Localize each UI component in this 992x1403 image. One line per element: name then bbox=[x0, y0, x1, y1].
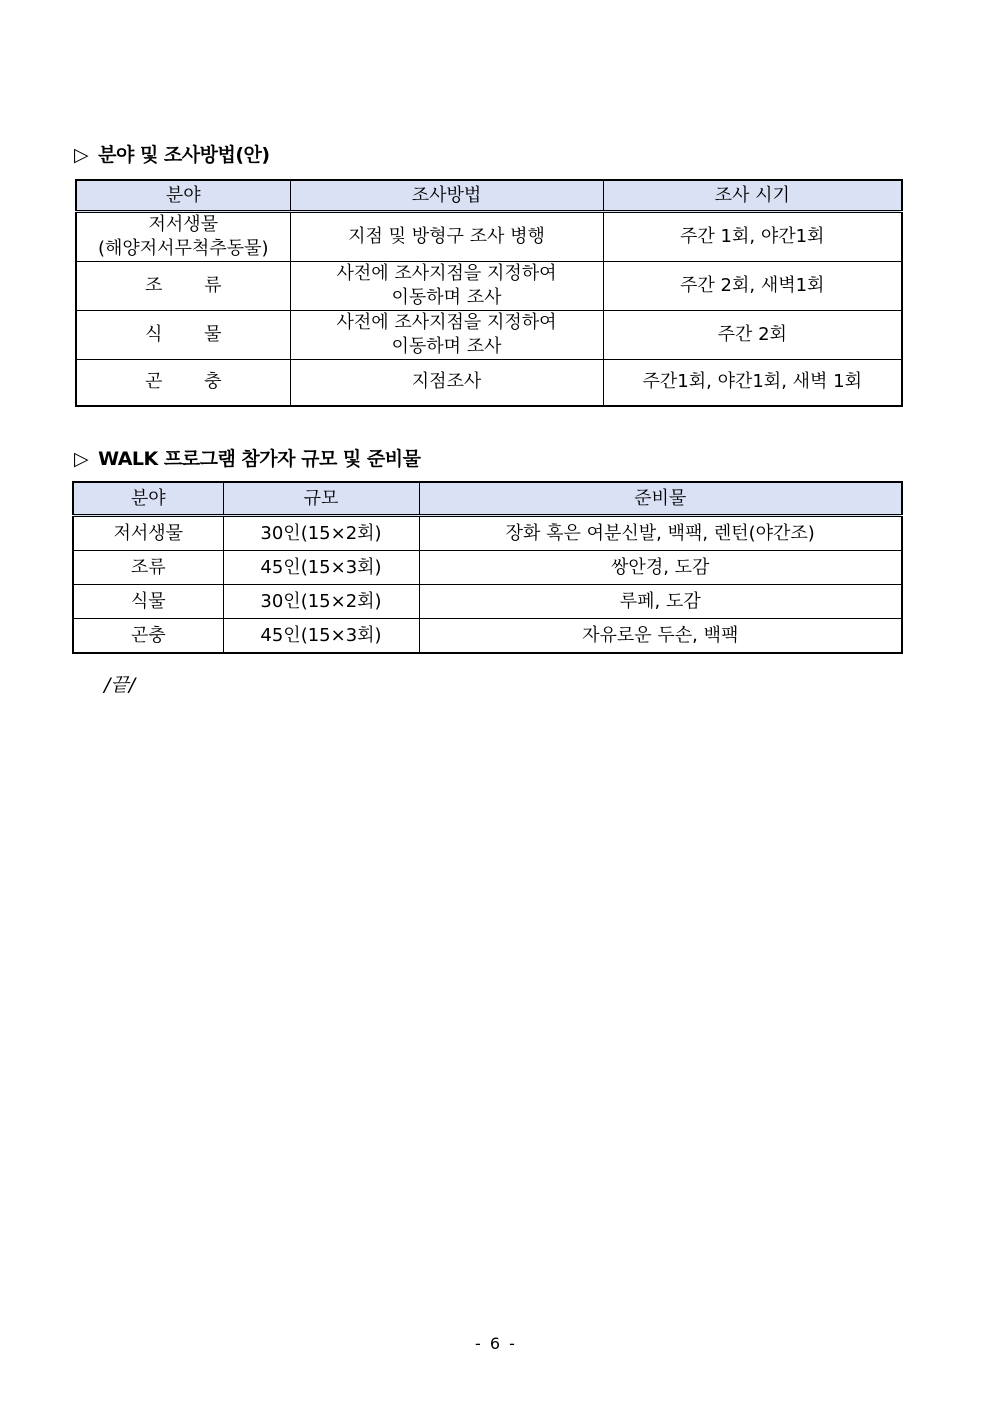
scale-cell: 30인(15×2회) bbox=[223, 516, 419, 551]
table-row bbox=[76, 311, 902, 360]
timing-cell: 주간 2회 bbox=[603, 311, 902, 360]
triangle-bullet-icon: ▷ bbox=[74, 448, 89, 470]
field-cell: 식 물 bbox=[76, 311, 290, 360]
method-cell: 지점 및 방형구 조사 병행 bbox=[290, 212, 603, 262]
section2-title: WALK 프로그램 참가자 규모 및 준비물 bbox=[98, 448, 421, 470]
header-field: 분야 bbox=[73, 482, 223, 516]
field-cell: 조류 bbox=[73, 551, 223, 585]
page-number: - 6 - bbox=[475, 1334, 517, 1353]
timing-cell: 주간1회, 야간1회, 새벽 1회 bbox=[603, 360, 902, 406]
table-row bbox=[73, 585, 902, 619]
scale-cell: 45인(15×3회) bbox=[223, 551, 419, 585]
field-cell: 저서생물 (해양저서무척추동물) bbox=[97, 214, 269, 259]
triangle-bullet-icon: ▷ bbox=[74, 144, 89, 166]
header-supplies: 준비물 bbox=[419, 482, 902, 516]
header-timing: 조사 시기 bbox=[603, 180, 902, 212]
header-method: 조사방법 bbox=[290, 180, 603, 212]
header-field: 분야 bbox=[76, 180, 290, 212]
table-header-row bbox=[73, 482, 902, 516]
table-header-row bbox=[76, 180, 902, 212]
table-row bbox=[73, 551, 902, 585]
timing-cell: 주간 1회, 야간1회 bbox=[603, 212, 902, 262]
field-cell: 식물 bbox=[73, 585, 223, 619]
field-cell: 곤 충 bbox=[76, 360, 290, 406]
field-cell: 조 류 bbox=[76, 262, 290, 311]
table-row bbox=[76, 262, 902, 311]
table-row bbox=[73, 516, 902, 551]
scale-cell: 45인(15×3회) bbox=[223, 619, 419, 654]
table-row bbox=[73, 619, 902, 654]
method-cell: 사전에 조사지점을 지정하여 이동하며 조사 bbox=[290, 262, 603, 311]
field-cell: 곤충 bbox=[73, 619, 223, 654]
timing-cell: 주간 2회, 새벽1회 bbox=[603, 262, 902, 311]
method-cell: 사전에 조사지점을 지정하여 이동하며 조사 bbox=[290, 311, 603, 360]
header-scale: 규모 bbox=[223, 482, 419, 516]
supplies-cell: 자유로운 두손, 백팩 bbox=[419, 619, 902, 654]
walk-program-table bbox=[72, 481, 903, 654]
survey-method-table bbox=[75, 179, 903, 407]
section2-heading bbox=[74, 444, 420, 471]
field-cell: 저서생물 bbox=[113, 522, 184, 544]
scale-cell: 30인(15×2회) bbox=[223, 585, 419, 619]
section1-heading bbox=[74, 140, 270, 167]
supplies-cell: 쌍안경, 도감 bbox=[419, 551, 902, 585]
supplies-cell: 장화 혹은 여분신발, 백팩, 렌턴(야간조) bbox=[419, 516, 902, 551]
section1-title: 분야 및 조사방법(안) bbox=[98, 144, 270, 166]
supplies-cell: 루페, 도감 bbox=[419, 585, 902, 619]
method-cell: 지점조사 bbox=[290, 360, 603, 406]
table-row bbox=[76, 212, 902, 262]
table-row bbox=[76, 360, 902, 406]
end-mark: /끝/ bbox=[104, 674, 136, 696]
